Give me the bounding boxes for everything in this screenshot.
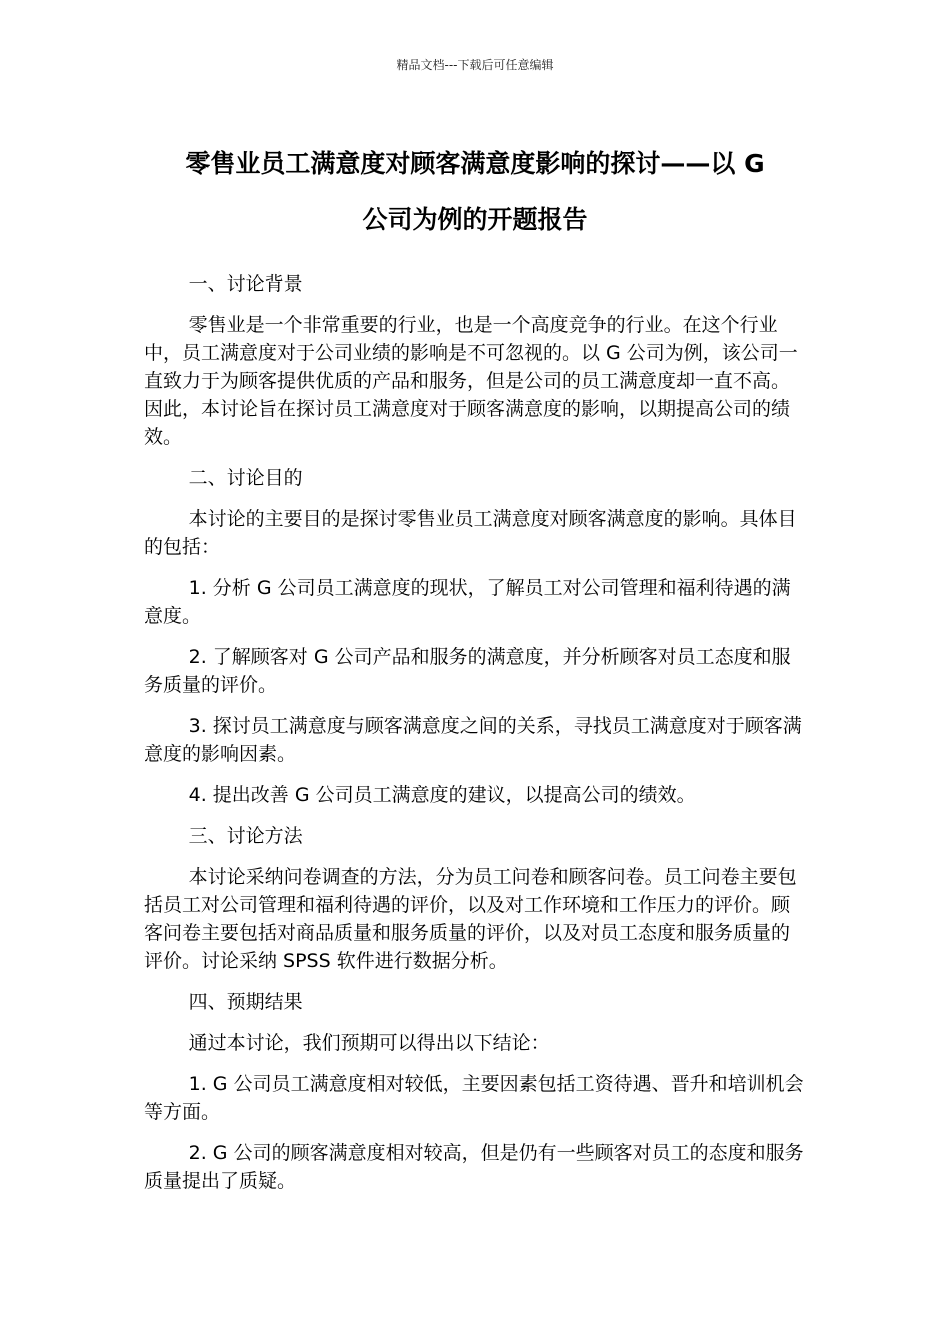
paragraph-results-intro: 通过本讨论，我们预期可以得出以下结论： [188,1032,550,1054]
section-heading-purpose: 二、讨论目的 [188,467,303,489]
section-heading-results: 四、预期结果 [188,991,303,1013]
document-title [140,136,810,248]
header-note: 精品文档---下载后可任意编辑 [396,58,554,72]
title-line-2: 公司为例的开题报告 [362,205,588,234]
list-item-purpose-2: 2. 了解顾客对 G 公司产品和服务的满意度，并分析顾客对员工态度和服务质量的评价。 [144,646,791,696]
section-heading-background: 一、讨论背景 [188,273,303,295]
document-body [144,270,804,1195]
paragraph-background: 零售业是一个非常重要的行业，也是一个高度竞争的行业。在这个行业中，员工满意度对于公司业绩的影响是不可忽视的。以 G 公司为例，该公司一直致力于为顾客提供优质的产品和服务，但是公司的员工满意度却一直不高。因此，本讨论旨在探讨员工满意度对于顾客满意度的影响，以期提高公司的绩效。 [144,314,798,448]
list-item-purpose-1: 1. 分析 G 公司员工满意度的现状，了解员工对公司管理和福利待遇的满意度。 [144,577,791,627]
list-item-results-2: 2. G 公司的顾客满意度相对较高，但是仍有一些顾客对员工的态度和服务质量提出了质疑。 [144,1142,804,1192]
paragraph-purpose-intro: 本讨论的主要目的是探讨零售业员工满意度对顾客满意度的影响。具体目的包括： [144,508,797,558]
list-item-results-1: 1. G 公司员工满意度相对较低，主要因素包括工资待遇、晋升和培训机会等方面。 [144,1073,804,1123]
title-line-1: 零售业员工满意度对顾客满意度影响的探讨——以 G [185,149,765,178]
list-item-purpose-3: 3. 探讨员工满意度与顾客满意度之间的关系，寻找员工满意度对于顾客满意度的影响因素。 [144,715,802,765]
section-heading-method: 三、讨论方法 [188,825,303,847]
list-item-purpose-4: 4. 提出改善 G 公司员工满意度的建议，以提高公司的绩效。 [188,784,696,806]
paragraph-method: 本讨论采纳问卷调查的方法，分为员工问卷和顾客问卷。员工问卷主要包括员工对公司管理和福利待遇的评价，以及对工作环境和工作压力的评价。顾客问卷主要包括对商品质量和服务质量的评价，以及对员工态度和服务质量的评价。讨论采纳 SPSS 软件进行数据分析。 [144,866,797,972]
